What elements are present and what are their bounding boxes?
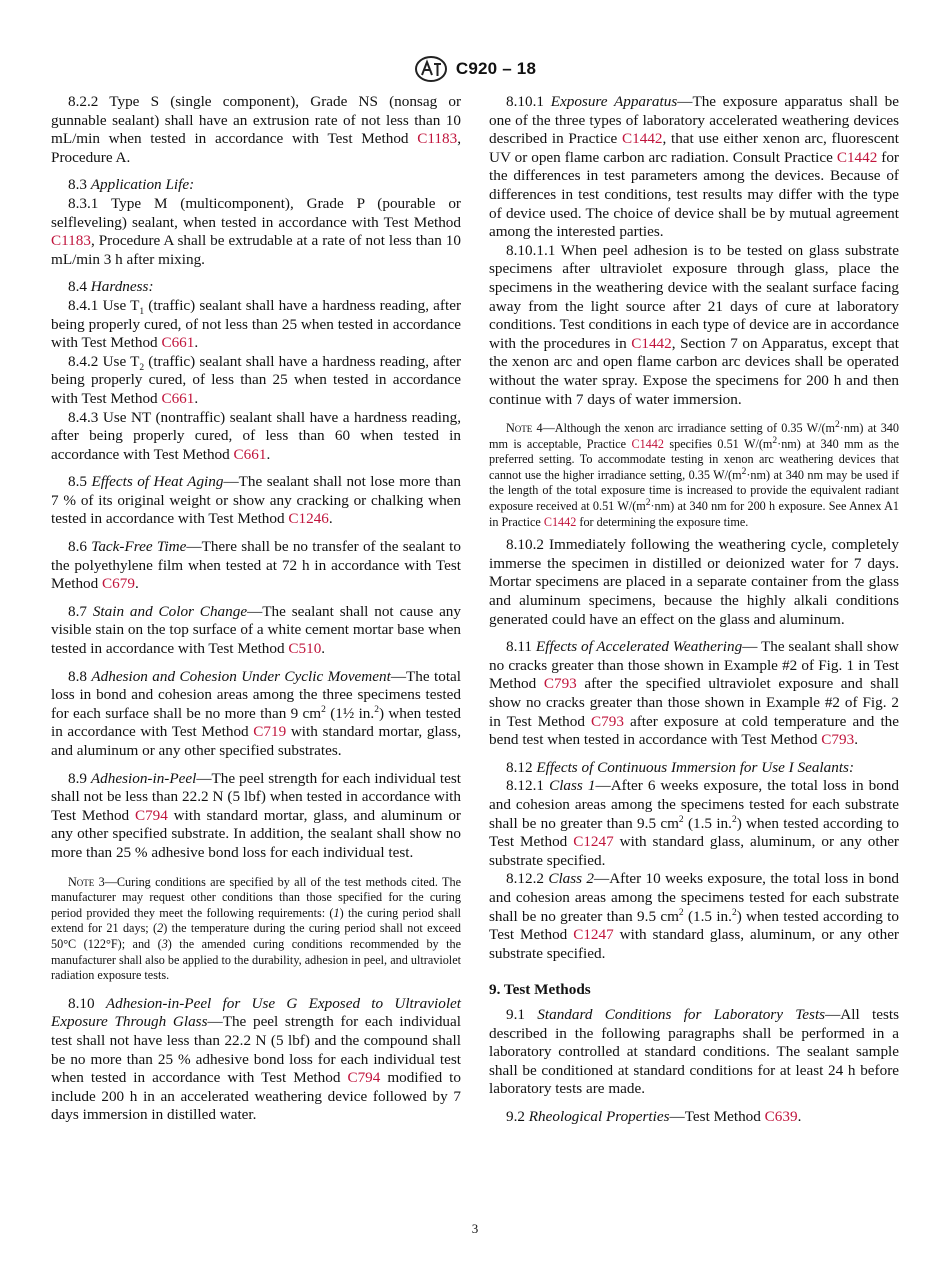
link-c1442[interactable]: C1442 bbox=[631, 334, 672, 352]
link-c1183[interactable]: C1183 bbox=[417, 130, 458, 148]
link-c1442[interactable]: C1442 bbox=[622, 130, 663, 148]
section-8-10-1: 8.10.1 Exposure Apparatus—The exposure apparatus shall be one of the three types of laboratory accelerated weathering devices described in Practice C1442, that use either xenon arc, fluorescent UV or open flame carbon arc radiation. Consult Practice C1442 for the differences in test parameters among the devices. Because of differences in test conditions, test results may differ with the type of device used. The choice of device shall be by mutual agreement among the interested parties. bbox=[489, 93, 900, 241]
link-c793[interactable]: C793 bbox=[543, 675, 577, 693]
link-c1442[interactable]: C1442 bbox=[836, 148, 878, 166]
section-8-4-3: 8.4.3 Use NT (nontraffic) sealant shall have a hardness reading, after being properly cured, of less than 60 when tested in accordance with Test Method C661. bbox=[51, 408, 462, 463]
section-8-2-2: 8.2.2 Type S (single component), Grade NS (nonsag or gunnable sealant) shall have an extrusion rate of not less than 10 mL/min when tested in accordance with Test Method C1183, Procedure A. bbox=[51, 93, 461, 166]
section-8-12-2: 8.12.2 Class 2—After 10 weeks exposure, the total loss in bond and cohesion areas among the specimens tested for each substrate shall be no greater than 9.5 $cm^2$ (1.5 in.$^2$) when tested according to Test Method C1247 with standard glass, aluminum, or any other substrate specified. bbox=[489, 870, 900, 962]
section-8-4-2: 8.4.2 Use $T_2$ (traffic) sealant shall have a hardness reading, after being properly cured, of less than 25 when tested in accordance with Test Method C661. bbox=[51, 352, 461, 407]
link-c1183[interactable]: C1183 bbox=[51, 232, 91, 250]
right-column bbox=[489, 93, 899, 1126]
standard-designation: C920 – 18 bbox=[455, 59, 537, 78]
section-9-2: 9.2 Rheological Properties—Test Method C639. bbox=[506, 1107, 802, 1125]
link-c661[interactable]: C661 bbox=[161, 334, 195, 352]
section-8-3-heading: 8.3 Application Life: bbox=[68, 176, 195, 194]
section-8-5: 8.5 Effects of Heat Aging—The sealant shall not lose more than 7 % of its original weight or show any cracking or chalking when tested in accordance with Test Method C1246. bbox=[51, 473, 462, 528]
link-c793[interactable]: C793 bbox=[591, 712, 624, 730]
section-8-6: 8.6 Tack-Free Time—There shall be no transfer of the sealant to the polyethylene film when tested at 72 h in accordance with Test Method C679. bbox=[51, 538, 461, 593]
section-8-10: 8.10 Adhesion-in-Peel for Use G Exposed to Ultraviolet Exposure Through Glass—The peel strength for each individual test shall not have less than 22.2 N (5 lbf) and the compound shall be no more than 25 % adhesive bond loss for each individual test when tested in accordance with Test Method C794 modified to include 200 h in an accelerated weathering device followed by 7 days immersion in distilled water. bbox=[51, 994, 462, 1124]
section-8-7: 8.7 Stain and Color Change—The sealant shall not cause any visible stain on the top surface of a white cement mortar base when tested in accordance with Test Method C510. bbox=[51, 602, 461, 658]
link-c661[interactable]: C661 bbox=[161, 389, 195, 407]
link-c1247[interactable]: C1247 bbox=[573, 833, 614, 851]
section-8-10-1-1: 8.10.1.1 When peel adhesion is to be tested on glass substrate specimens after ultraviolet exposure through glass, place the specimens in the weathering device with the sealant surface facing away from the light source after 21 days of cure at laboratory conditions. Test conditions in each type of device are in accordance with the procedures in C1442, Section 7 on Apparatus, except that the xenon arc and open flame carbon arc devices shall be operated without the water spray. Expose the specimens for 200 h and then continue with 7 days of water immersion. bbox=[489, 241, 899, 408]
link-c661[interactable]: C661 bbox=[233, 445, 267, 463]
section-9-1: 9.1 Standard Conditions for Laboratory Tests—All tests described in the following paragraphs shall be performed in a laboratory controlled at standard conditions. The sealant sample shall be conditioned at standard conditions for at least 24 h before laboratory tests are made. bbox=[489, 1005, 899, 1098]
link-c679[interactable]: C679 bbox=[102, 575, 135, 593]
link-c1442[interactable]: C1442 bbox=[543, 514, 577, 529]
section-8-10-2: 8.10.2 Immediately following the weathering cycle, completely immerse the specimen in distilled or deionized water for 7 days. Mortar specimens are placed in a separate container from the glass and aluminum specimens, because the highly alkali conditions generated could have an effect on the glass and aluminum. bbox=[489, 536, 899, 628]
link-c510[interactable]: C510 bbox=[288, 640, 322, 658]
page-number: 3 bbox=[471, 1221, 479, 1236]
section-8-4-heading: 8.4 Hardness: bbox=[68, 278, 154, 296]
section-8-4-1: 8.4.1 Use $T_1$ (traffic) sealant shall have a hardness reading, after being properly cured, of not less than 25 when tested in accordance with Test Method C661. bbox=[51, 296, 461, 352]
link-c719[interactable]: C719 bbox=[253, 723, 287, 741]
section-8-11: 8.11 Effects of Accelerated Weathering— The sealant shall show no cracks greater than those shown in Example #2 of Fig. 1 in Test Method C793 after the specified ultraviolet exposure and shall show no cracks greater than those shown in Example #2 of Fig. 2 in Test Method C793 after exposure at cold temperature and the bend test when tested in accordance with Test Method C793. bbox=[489, 638, 899, 749]
section-8-12-1: 8.12.1 Class 1—After 6 weeks exposure, the total loss in bond and cohesion areas among the specimens tested for each substrate shall be no greater than 9.5 $cm^2$ (1.5 in.$^2$) when tested according to Test Method C1247 with standard glass, aluminum, or any other substrate specified. bbox=[489, 777, 899, 869]
section-8-12-heading: 8.12 Effects of Continuous Immersion for Use I Sealants: bbox=[506, 758, 855, 776]
section-8-3-1: 8.3.1 Type M (multicomponent), Grade P (pourable or selfleveling) sealant, when tested in accordance with Test Method C1183, Procedure A shall be extrudable at a rate of not less than 10 mL/min 3 h after mixing. bbox=[51, 194, 461, 268]
section-8-9: 8.9 Adhesion-in-Peel—The peel strength for each individual test shall not be less than 22.2 N (5 lbf) when tested in accordance with Test Method C794 with standard mortar, glass, and aluminum or any other specified substrate. In addition, the sealant shall show no more than 25 % adhesive bond loss for each individual test. bbox=[51, 769, 461, 861]
link-c1246[interactable]: C1246 bbox=[288, 510, 329, 528]
link-c794[interactable]: C794 bbox=[134, 806, 168, 824]
link-c1247[interactable]: C1247 bbox=[573, 926, 614, 944]
link-c1442[interactable]: C1442 bbox=[631, 436, 664, 451]
link-c794[interactable]: C794 bbox=[347, 1069, 381, 1087]
note-4: Note 4—Although the xenon arc irradiance setting of 0.35 $W/(m^2\cdot nm)$ at 340 mm is acceptable, Practice C1442 specifies 0.51 $W/(m^2\cdot nm)$ at 340 mm as the preferred setting. To accommodate testing in xenon arc weathering devices that cannot use the higher irradiance setting, 0.35 $W/(m^2\cdot nm)$ at 340 nm may be used if the length of the total exposure time is increased to provide the equivalent radiant exposure received at 0.51 $W/(m^2\cdot nm)$ at 340 nm for 200 h exposure. See Annex A1 in Practice C1442 for determining the exposure time. bbox=[489, 420, 899, 529]
page-header bbox=[0, 55, 950, 88]
left-column bbox=[51, 93, 461, 1125]
link-c639[interactable]: C639 bbox=[764, 1107, 798, 1125]
note-3: Note 3—Curing conditions are specified by all of the test methods cited. The manufacturer may request other conditions than those specified for the curing period provided they meet the following requirements: (1) the curing period shall extend for 21 days; (2) the temperature during the curing period shall not exceed 50°C (122°F); and (3) the amended curing conditions recommended by the manufacturer shall also be applied to the durability, adhesion in peel, and ultraviolet radiation exposure tests. bbox=[51, 874, 462, 983]
astm-logo-icon bbox=[414, 55, 448, 83]
link-c793[interactable]: C793 bbox=[821, 731, 855, 749]
section-8-8: 8.8 Adhesion and Cohesion Under Cyclic Movement—The total loss in bond and cohesion areas among the three specimens tested for each surface shall be no more than 9 $cm^2$ (1½ in.$^2$) when tested in accordance with Test Method C719 with standard mortar, glass, and aluminum or any other specified substrates. bbox=[51, 667, 462, 759]
section-9-heading: 9. Test Methods bbox=[489, 981, 591, 999]
